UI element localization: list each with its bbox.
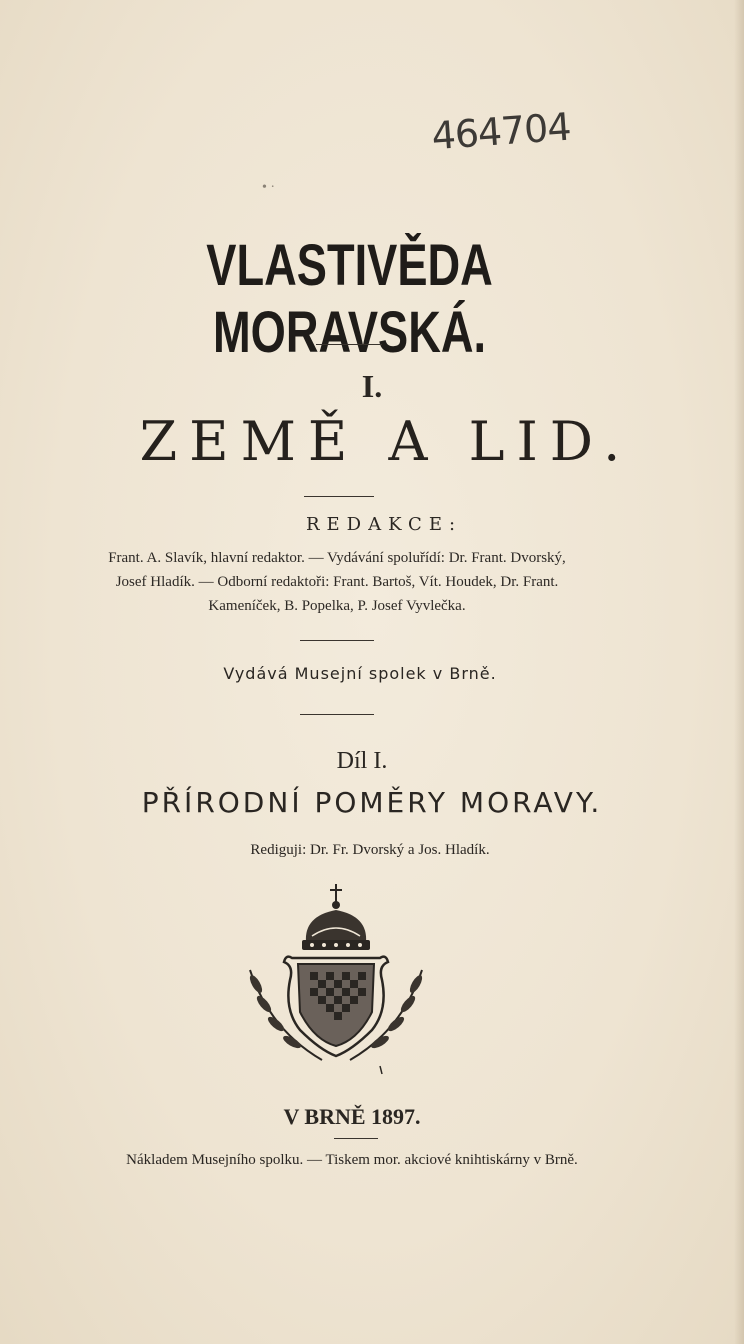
part-label: Díl I.	[336, 748, 388, 774]
part-editors: Rediguji: Dr. Fr. Dvorský a Jos. Hladík.	[250, 842, 490, 858]
part-title: PŘÍRODNÍ POMĚRY MORAVY.	[141, 786, 603, 819]
editorial-line: Frant. A. Slavík, hlavní redaktor. — Vydávání spoluřídí: Dr. Frant. Dvorský,	[108, 550, 566, 566]
editorial-label: REDAKCE:	[305, 514, 463, 535]
editorial-line: Kameníček, B. Popelka, P. Josef Vyvlečka.	[208, 598, 466, 614]
divider-rule	[334, 1138, 378, 1139]
moravian-eagle-crest-icon	[240, 880, 432, 1076]
divider-rule	[300, 640, 374, 641]
divider-rule	[304, 496, 374, 497]
handwritten-call-number: 464704	[430, 104, 572, 159]
divider-rule	[316, 344, 382, 345]
volume-numeral: I.	[361, 368, 383, 404]
publisher-line: Vydává Musejní spolek v Brně.	[223, 664, 497, 683]
ink-smudge: • ·	[262, 180, 276, 195]
imprint-line: Nákladem Musejního spolku. — Tiskem mor. akciové knihtiskárny v Brně.	[126, 1152, 578, 1168]
main-title: VLASTIVĚDA MORAVSKÁ.	[206, 233, 493, 365]
editorial-board	[30, 546, 644, 618]
volume-title: ZEMĚ A LID.	[139, 410, 633, 473]
place-and-year: V BRNĚ 1897.	[283, 1104, 421, 1129]
editorial-line: Josef Hladík. — Odborní redaktoři: Frant. Bartoš, Vít. Houdek, Dr. Frant.	[115, 574, 559, 590]
divider-rule	[300, 714, 374, 715]
page-edge-shadow	[734, 0, 744, 1344]
